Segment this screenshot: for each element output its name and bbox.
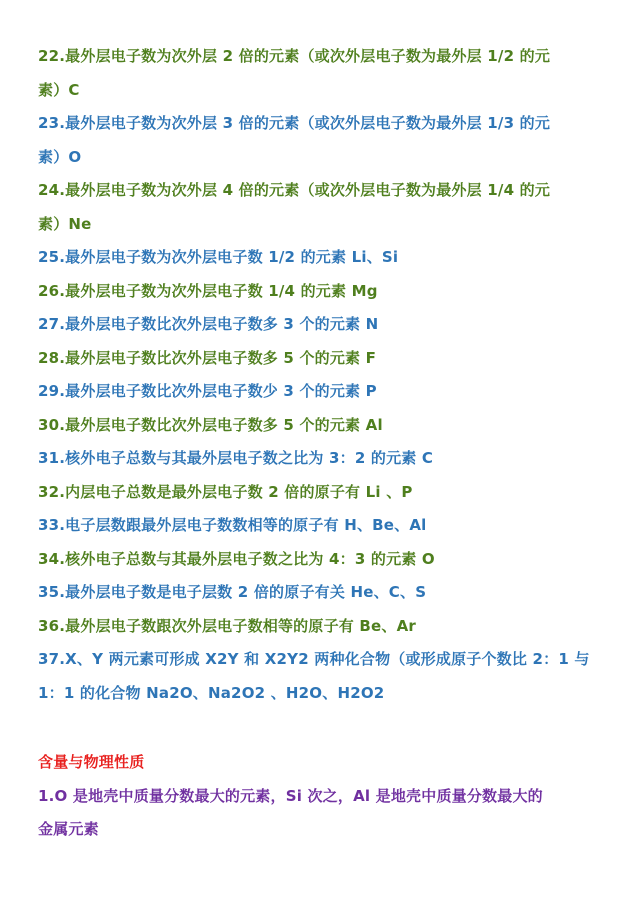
fact-line-31: 31.核外电子总数与其最外层电子数之比为 3：2 的元素 C bbox=[38, 449, 434, 467]
fact-line-28: 28.最外层电子数比次外层电子数多 5 个的元素 F bbox=[38, 348, 377, 367]
content-physical-properties-section bbox=[38, 746, 604, 847]
document-page bbox=[38, 40, 604, 847]
section-spacer bbox=[38, 710, 604, 746]
fact-line-25: 25.最外层电子数为次外层电子数 1/2 的元素 Li、Si bbox=[38, 248, 399, 266]
fact-line-23b: 素）O bbox=[38, 147, 82, 166]
property-line-1b: 金属元素 bbox=[38, 820, 99, 838]
fact-line-24a: 24.最外层电子数为次外层 4 倍的元素（或次外层电子数为最外层 1/4 的元 bbox=[38, 181, 551, 199]
fact-line-37a: 37.X、Y 两元素可形成 X2Y 和 X2Y2 两种化合物（或形成原子个数比 2：1 与 bbox=[38, 650, 590, 668]
fact-line-29: 29.最外层电子数比次外层电子数少 3 个的元素 P bbox=[38, 382, 377, 400]
fact-line-32: 32.内层电子总数是最外层电子数 2 倍的原子有 Li 、P bbox=[38, 482, 413, 501]
fact-line-36: 36.最外层电子数跟次外层电子数相等的原子有 Be、Ar bbox=[38, 616, 417, 635]
fact-line-27: 27.最外层电子数比次外层电子数多 3 个的元素 N bbox=[38, 315, 379, 333]
property-line-1a: 1.O 是地壳中质量分数最大的元素，Si 次之，Al 是地壳中质量分数最大的 bbox=[38, 786, 543, 805]
fact-line-34: 34.核外电子总数与其最外层电子数之比为 4：3 的元素 O bbox=[38, 549, 435, 568]
fact-line-26: 26.最外层电子数为次外层电子数 1/4 的元素 Mg bbox=[38, 281, 378, 300]
fact-line-23a: 23.最外层电子数为次外层 3 倍的元素（或次外层电子数为最外层 1/3 的元 bbox=[38, 114, 551, 132]
fact-line-33: 33.电子层数跟最外层电子数数相等的原子有 H、Be、Al bbox=[38, 516, 427, 534]
fact-line-37b: 1：1 的化合物 Na2O、Na2O2 、H2O、H2O2 bbox=[38, 683, 385, 702]
element-facts-list bbox=[38, 40, 604, 710]
fact-line-35: 35.最外层电子数是电子层数 2 倍的原子有关 He、C、S bbox=[38, 583, 427, 601]
fact-line-22a: 22.最外层电子数为次外层 2 倍的元素（或次外层电子数为最外层 1/2 的元 bbox=[38, 47, 551, 65]
fact-line-22b: 素）C bbox=[38, 80, 80, 99]
fact-line-30: 30.最外层电子数比次外层电子数多 5 个的元素 Al bbox=[38, 415, 383, 434]
fact-line-24b: 素）Ne bbox=[38, 214, 92, 233]
section-heading: 含量与物理性质 bbox=[38, 753, 145, 771]
